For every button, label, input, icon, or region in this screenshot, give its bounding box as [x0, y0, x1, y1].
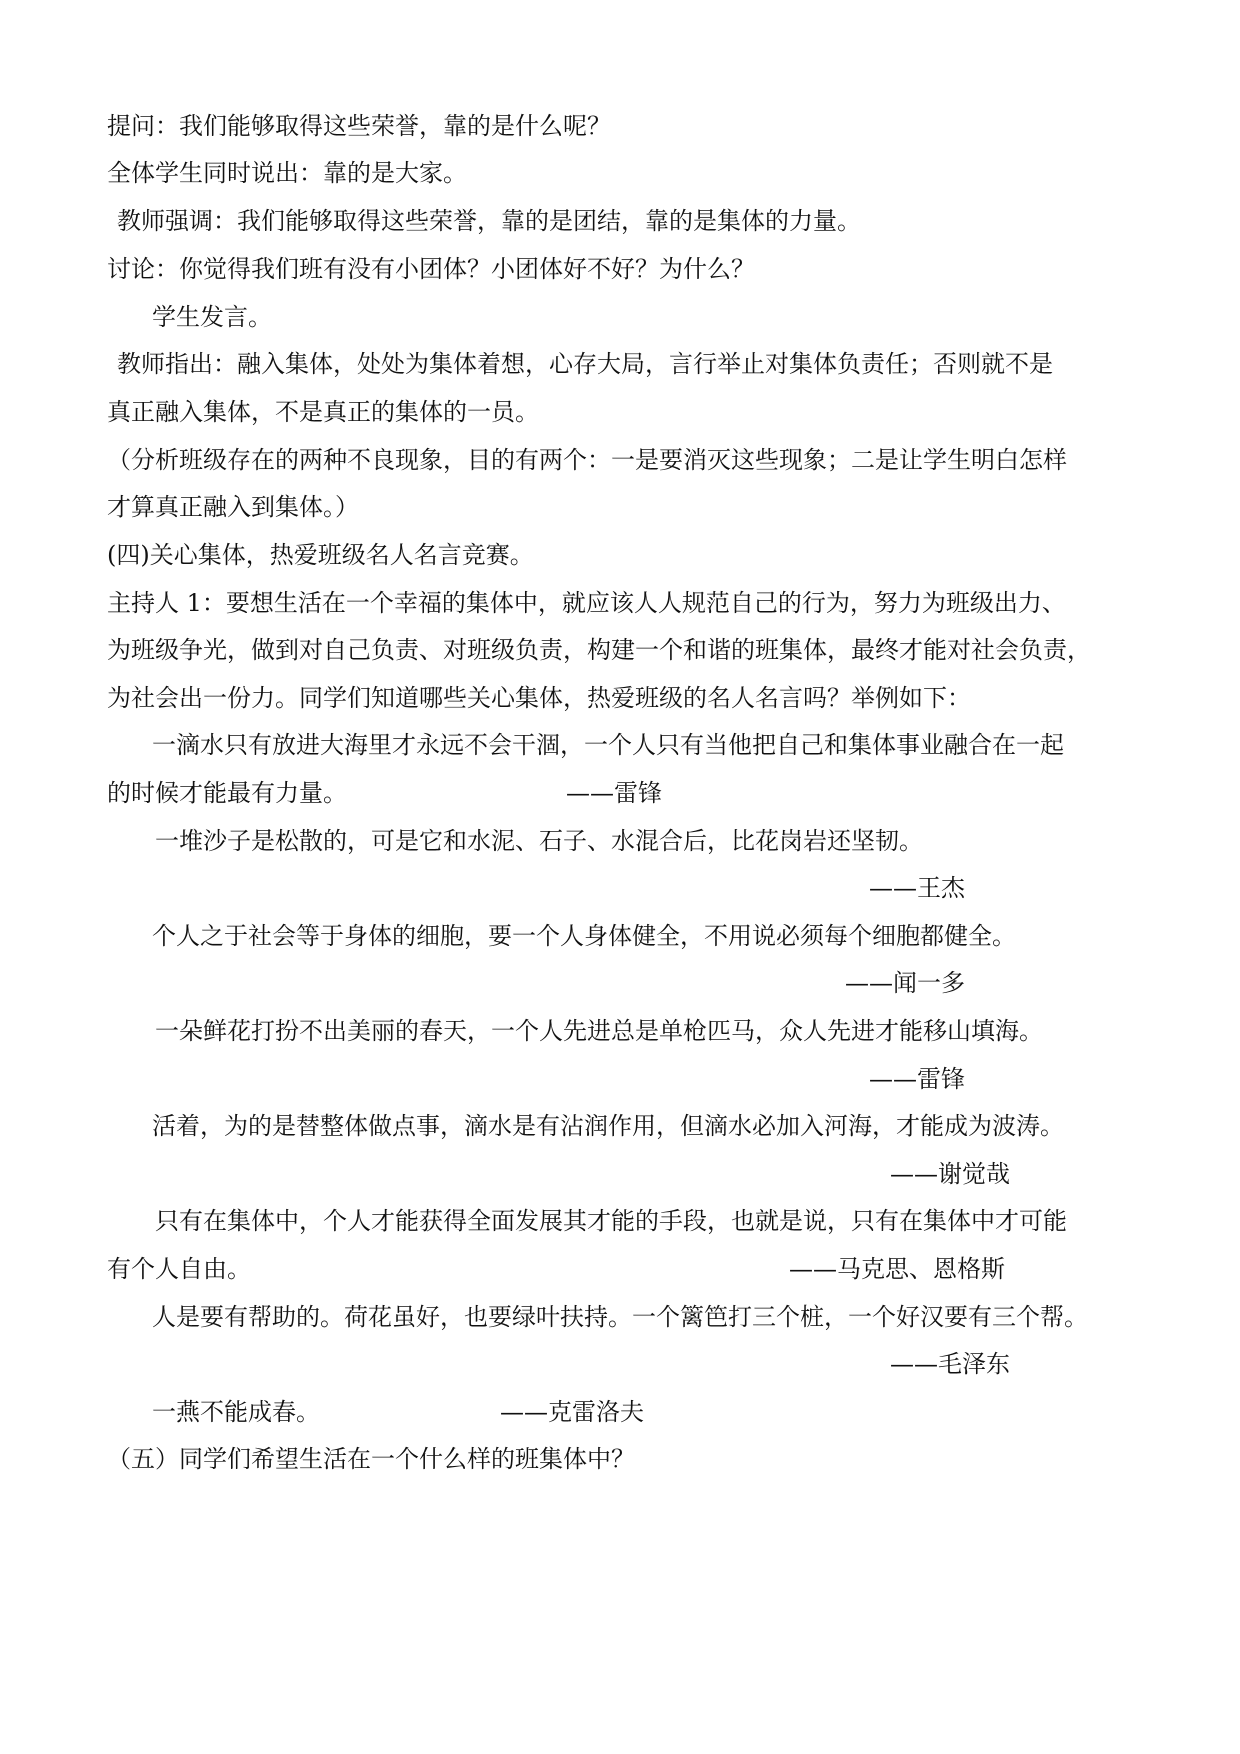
quote-6-line-2: 有个人自由。 — [107, 1255, 251, 1283]
quote-2-text: 一堆沙子是松散的，可是它和水泥、石子、水混合后，比花岗岩还坚韧。 — [155, 827, 923, 855]
discussion-line: 讨论：你觉得我们班有没有小团体？小团体好不好？为什么？ — [107, 255, 755, 283]
quote-7-author: ——毛泽东 — [890, 1350, 1010, 1378]
quote-1-line-1: 一滴水只有放进大海里才永远不会干涸，一个人只有当他把自己和集体事业融合在一起 — [152, 731, 1064, 759]
analysis-note-line-2: 才算真正融入到集体。） — [107, 493, 359, 521]
host-intro-line-2: 为班级争光，做到对自己负责、对班级负责，构建一个和谐的班集体，最终才能对社会负责， — [107, 636, 1091, 664]
question-line: 提问：我们能够取得这些荣誉，靠的是什么呢？ — [107, 112, 611, 140]
quote-4-author: ——雷锋 — [869, 1065, 965, 1093]
quote-5-author: ——谢觉哉 — [890, 1160, 1010, 1188]
quote-8-text: 一燕不能成春。 — [152, 1398, 320, 1426]
host-intro-line-3: 为社会出一份力。同学们知道哪些关心集体，热爱班级的名人名言吗？举例如下： — [107, 684, 971, 712]
quote-1-author: ——雷锋 — [566, 779, 662, 807]
teacher-point-line-1: 教师指出：融入集体，处处为集体着想，心存大局，言行举止对集体负责任；否则就不是 — [117, 350, 1053, 378]
students-speak-line: 学生发言。 — [152, 303, 272, 331]
teacher-emphasis-line: 教师强调：我们能够取得这些荣誉，靠的是团结，靠的是集体的力量。 — [117, 207, 861, 235]
quote-4-text: 一朵鲜花打扮不出美丽的春天，一个人先进总是单枪匹马，众人先进才能移山填海。 — [155, 1017, 1043, 1045]
section-four-heading: (四)关心集体，热爱班级名人名言竞赛。 — [107, 541, 534, 569]
quote-8-author: ——克雷洛夫 — [500, 1398, 644, 1426]
analysis-note-line-1: （分析班级存在的两种不良现象，目的有两个：一是要消灭这些现象；二是让学生明白怎样 — [107, 446, 1067, 474]
quote-7-text: 人是要有帮助的。荷花虽好，也要绿叶扶持。一个篱笆打三个桩，一个好汉要有三个帮。 — [152, 1303, 1088, 1331]
host-intro-line-1: 主持人 1：要想生活在一个幸福的集体中，就应该人人规范自己的行为，努力为班级出力、 — [107, 589, 1066, 617]
students-answer-line: 全体学生同时说出：靠的是大家。 — [107, 159, 467, 187]
quote-6-author: ——马克思、恩格斯 — [789, 1255, 1005, 1283]
teacher-point-line-2: 真正融入集体，不是真正的集体的一员。 — [107, 398, 539, 426]
quote-1-line-2: 的时候才能最有力量。 — [107, 779, 347, 807]
quote-6-line-1: 只有在集体中，个人才能获得全面发展其才能的手段，也就是说，只有在集体中才可能 — [155, 1207, 1067, 1235]
quote-3-author: ——闻一多 — [845, 969, 965, 997]
quote-5-text: 活着，为的是替整体做点事，滴水是有沾润作用，但滴水必加入河海，才能成为波涛。 — [152, 1112, 1064, 1140]
section-five-heading: （五）同学们希望生活在一个什么样的班集体中？ — [107, 1445, 635, 1473]
quote-2-author: ——王杰 — [869, 874, 965, 902]
quote-3-text: 个人之于社会等于身体的细胞，要一个人身体健全，不用说必须每个细胞都健全。 — [152, 922, 1016, 950]
